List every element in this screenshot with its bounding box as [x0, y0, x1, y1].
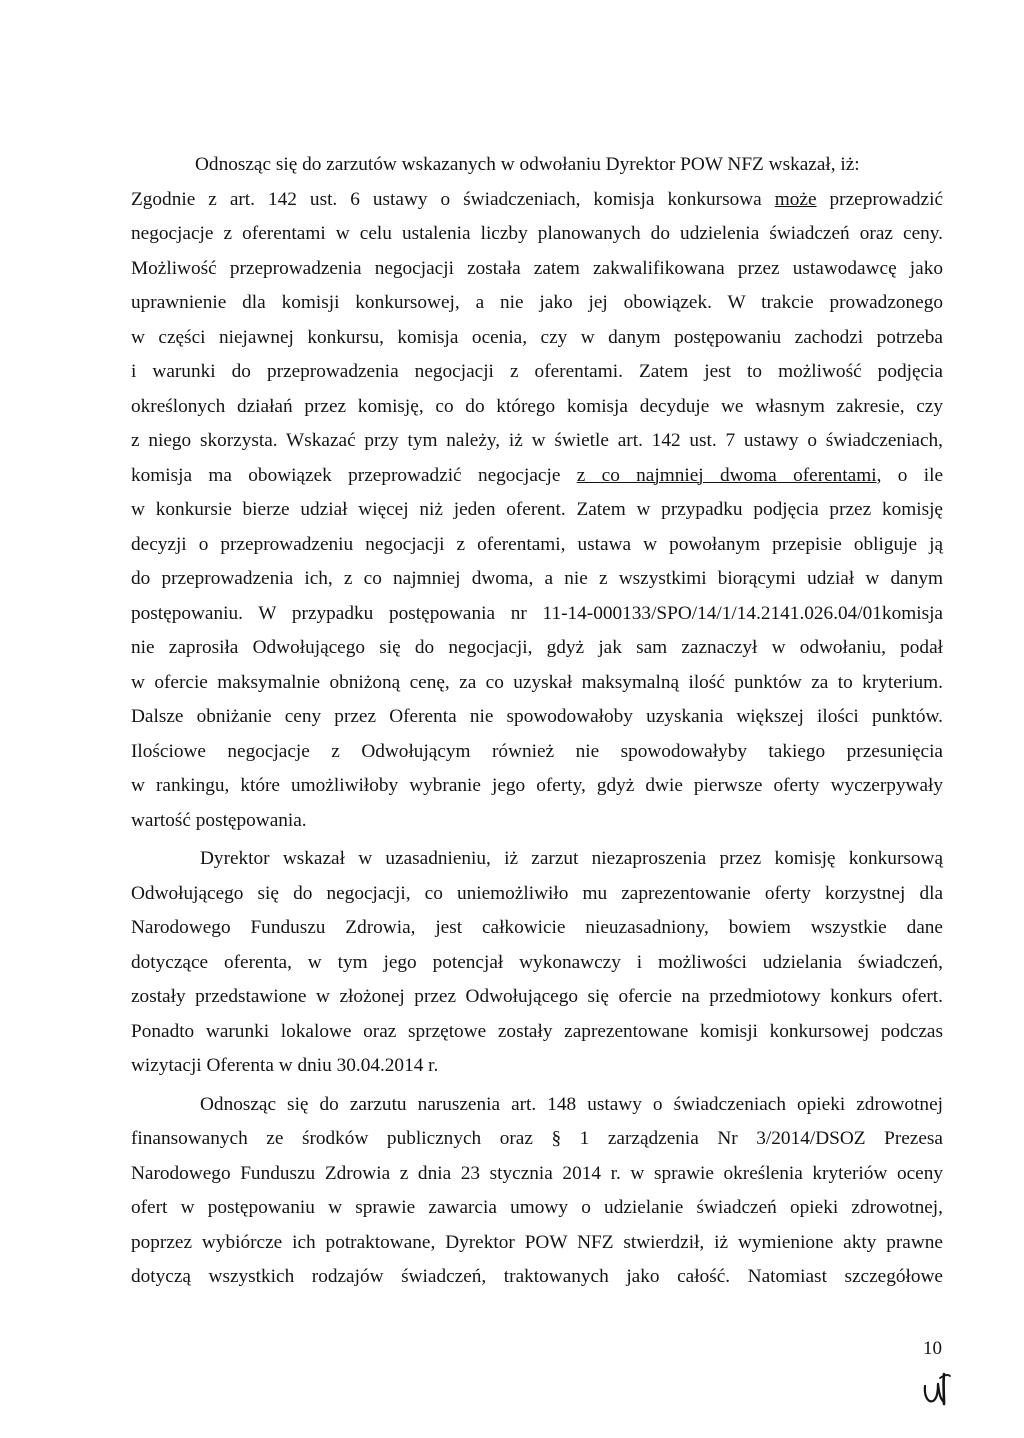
text-line: Odnosząc się do zarzutów wskazanych w odwołaniu Dyrektor POW NFZ wskazał, iż:: [195, 154, 860, 175]
text-line: Możliwość przeprowadzenia negocjacji została zatem zakwalifikowana przez ustawodawcę jako: [131, 257, 943, 279]
initials-signature: [922, 1372, 952, 1406]
text-line: w ofercie maksymalnie obniżoną cenę, za co uzyskał maksymalną ilość punktów za to kryterium.: [131, 671, 943, 693]
text-line: do przeprowadzenia ich, z co najmniej dwoma, a nie z wszystkimi biorącymi udział w danym: [131, 568, 943, 589]
text-line: Odnosząc się do zarzutu naruszenia art. 148 ustawy o świadczeniach opieki zdrowotnej: [200, 1093, 943, 1115]
text-line: dotyczą wszystkich rodzajów świadczeń, traktowanych jako całość. Natomiast szczegółowe: [131, 1266, 943, 1287]
text-line: Dalsze obniżanie ceny przez Oferenta nie spowodowałoby uzyskania większej ilości punktów.: [131, 706, 943, 727]
text-line: Zgodnie z art. 142 ust. 6 ustawy o świadczeniach, komisja konkursowa może przeprowadzić: [131, 188, 943, 210]
text-line: Dyrektor wskazał w uzasadnieniu, iż zarzut niezaproszenia przez komisję konkursową: [200, 848, 943, 869]
text-line: określonych działań przez komisję, co do którego komisja decyduje we własnym zakresie, czy: [131, 395, 943, 417]
underlined-text: z co najmniej dwoma oferentami: [576, 464, 877, 486]
underlined-text: może: [774, 188, 817, 210]
text-line: nie zaprosiła Odwołującego się do negocjacji, gdyż jak sam zaznaczył w odwołaniu, podał: [131, 637, 943, 658]
text-line: Odwołującego się do negocjacji, co uniemożliwiło mu zaprezentowanie oferty korzystnej dla: [131, 882, 943, 904]
text-line: dotyczące oferenta, w tym jego potencjał wykonawczy i możliwości udzielania świadczeń,: [131, 951, 943, 973]
text-line: w konkursie bierze udział więcej niż jeden oferent. Zatem w przypadku podjęcia przez komisję: [131, 499, 943, 520]
text-line: Narodowego Funduszu Zdrowia z dnia 23 stycznia 2014 r. w sprawie określenia kryteriów oceny: [131, 1162, 943, 1184]
text-line: Narodowego Funduszu Zdrowia, jest całkowicie nieuzasadniony, bowiem wszystkie dane: [131, 917, 943, 938]
text-line: ofert w postępowaniu w sprawie zawarcia umowy o udzielanie świadczeń opieki zdrowotnej,: [131, 1197, 943, 1218]
text-line: Ponadto warunki lokalowe oraz sprzętowe zostały zaprezentowane komisji konkursowej podczas: [131, 1020, 943, 1042]
text-line: poprzez wybiórcze ich potraktowane, Dyrektor POW NFZ stwierdził, iż wymienione akty prawne: [131, 1231, 943, 1253]
text-line: w części niejawnej konkursu, komisja ocenia, czy w danym postępowaniu zachodzi potrzeba: [131, 326, 943, 348]
text-line: z niego skorzysta. Wskazać przy tym należy, iż w świetle art. 142 ust. 7 ustawy o świadczeniach,: [131, 430, 943, 451]
text-line: wartość postępowania.: [131, 809, 307, 831]
text-line: i warunki do przeprowadzenia negocjacji z oferentami. Zatem jest to możliwość podjęcia: [131, 361, 943, 382]
text-line: negocjacje z oferentami w celu ustalenia liczby planowanych do udzielenia świadczeń oraz ceny.: [131, 223, 943, 244]
document-body: [131, 148, 943, 1295]
text-line: w rankingu, które umożliwiłoby wybranie jego oferty, gdyż dwie pierwsze oferty wyczerpywały: [131, 775, 943, 796]
text-line: postępowaniu. W przypadku postępowania nr 11-14-000133/SPO/14/1/14.2141.026.04/01komisja: [131, 602, 943, 624]
text-line: zostały przedstawione w złożonej przez Odwołującego się ofercie na przedmiotowy konkurs ofert.: [131, 986, 943, 1007]
page-number: 10: [923, 1338, 942, 1359]
text-line: Ilościowe negocjacje z Odwołującym również nie spowodowałyby takiego przesunięcia: [131, 740, 943, 762]
text-line: finansowanych ze środków publicznych oraz § 1 zarządzenia Nr 3/2014/DSOZ Prezesa: [131, 1128, 943, 1149]
text-line: decyzji o przeprowadzeniu negocjacji z oferentami, ustawa w powołanym przepisie obliguje ją: [131, 533, 943, 555]
text-line: uprawnienie dla komisji konkursowej, a nie jako jej obowiązek. W trakcie prowadzonego: [131, 292, 943, 313]
text-line: wizytacji Oferenta w dniu 30.04.2014 r.: [131, 1055, 439, 1076]
text-line: komisja ma obowiązek przeprowadzić negocjacje z co najmniej dwoma oferentami, o ile: [131, 464, 944, 486]
